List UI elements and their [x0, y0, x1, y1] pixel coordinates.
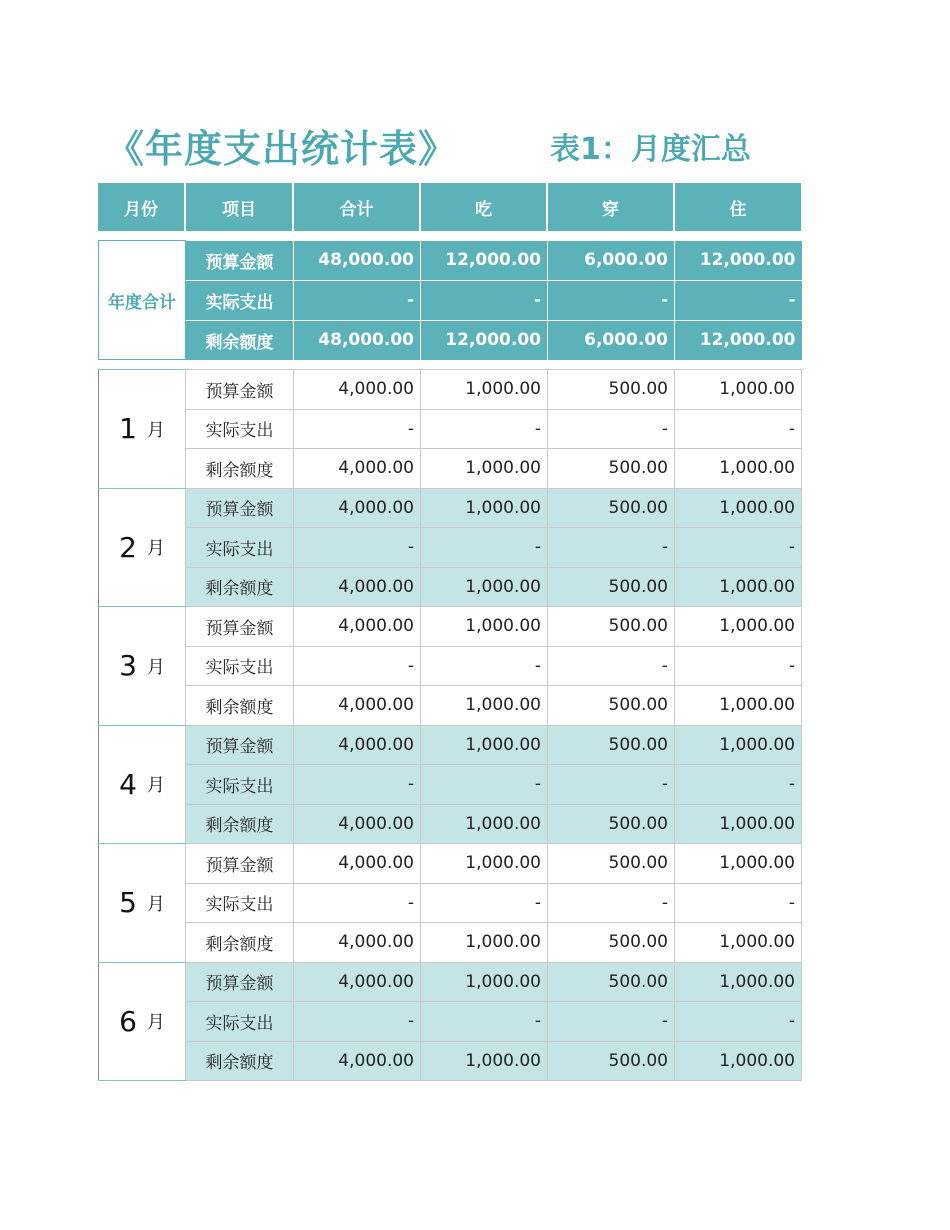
value-cell: 1,000.00 [421, 844, 548, 884]
value-cell: 1,000.00 [675, 449, 802, 489]
table-row [99, 844, 802, 884]
table-row [99, 607, 802, 647]
row-item-label: 剩余额度 [186, 567, 294, 607]
header-item: 项目 [185, 183, 293, 231]
value-cell: 500.00 [548, 923, 675, 963]
row-item-label: 预算金额 [186, 844, 294, 884]
value-cell: 500.00 [548, 1041, 675, 1081]
month-unit: 月 [146, 893, 165, 915]
value-cell: - [421, 409, 548, 449]
table-row [99, 725, 802, 765]
annual-total-table [98, 240, 802, 360]
row-item-label: 实际支出 [186, 883, 294, 923]
table-subtitle: 表1：月度汇总 [550, 132, 751, 167]
value-cell: 500.00 [548, 607, 675, 647]
value-cell: 1,000.00 [675, 804, 802, 844]
value-cell: 4,000.00 [294, 607, 421, 647]
annual-row [99, 241, 802, 281]
value-cell: 48,000.00 [294, 241, 421, 281]
value-cell: - [294, 883, 421, 923]
monthly-table [98, 369, 802, 1081]
value-cell: 500.00 [548, 488, 675, 528]
header-food: 吃 [420, 183, 547, 231]
month-cell [99, 844, 186, 963]
value-cell: 12,000.00 [675, 320, 802, 360]
value-cell: 1,000.00 [421, 449, 548, 489]
month-unit: 月 [146, 1012, 165, 1034]
month-unit: 月 [146, 656, 165, 678]
annual-row [99, 320, 802, 360]
value-cell: 4,000.00 [294, 804, 421, 844]
value-cell: 4,000.00 [294, 370, 421, 410]
value-cell: - [294, 1002, 421, 1042]
month-number: 1 [119, 412, 137, 446]
header-month: 月份 [98, 183, 185, 231]
value-cell: - [421, 883, 548, 923]
row-item-label: 实际支出 [186, 1002, 294, 1042]
value-cell: - [548, 883, 675, 923]
value-cell: - [294, 646, 421, 686]
table-row [99, 370, 802, 410]
month-cell [99, 488, 186, 607]
value-cell: - [421, 280, 548, 320]
row-item-label: 预算金额 [186, 725, 294, 765]
value-cell: - [421, 765, 548, 805]
value-cell: - [548, 280, 675, 320]
value-cell: - [548, 1002, 675, 1042]
row-item-label: 剩余额度 [186, 804, 294, 844]
value-cell: 12,000.00 [421, 320, 548, 360]
month-number: 4 [119, 767, 137, 801]
value-cell: 500.00 [548, 804, 675, 844]
value-cell: 4,000.00 [294, 844, 421, 884]
row-item-label: 预算金额 [186, 488, 294, 528]
month-number: 6 [119, 1004, 137, 1038]
month-number: 2 [119, 530, 137, 564]
value-cell: 500.00 [548, 844, 675, 884]
row-item-label: 剩余额度 [186, 320, 294, 360]
value-cell: 1,000.00 [421, 488, 548, 528]
month-number: 3 [119, 649, 137, 683]
value-cell: - [421, 646, 548, 686]
value-cell: 4,000.00 [294, 449, 421, 489]
page-title: 《年度支出统计表》 [106, 127, 458, 171]
value-cell: - [294, 528, 421, 568]
value-cell: 1,000.00 [421, 370, 548, 410]
value-cell: - [675, 646, 802, 686]
row-item-label: 剩余额度 [186, 1041, 294, 1081]
month-cell [99, 962, 186, 1081]
header-table [98, 183, 801, 231]
table-row [99, 883, 802, 923]
value-cell: 1,000.00 [421, 923, 548, 963]
month-number: 5 [119, 886, 137, 920]
value-cell: 1,000.00 [421, 686, 548, 726]
header-row [98, 183, 801, 231]
row-item-label: 实际支出 [186, 646, 294, 686]
value-cell: - [421, 1002, 548, 1042]
value-cell: - [548, 528, 675, 568]
value-cell: 12,000.00 [421, 241, 548, 281]
value-cell: - [548, 765, 675, 805]
value-cell: 1,000.00 [421, 725, 548, 765]
value-cell: 6,000.00 [548, 320, 675, 360]
value-cell: - [675, 409, 802, 449]
row-item-label: 剩余额度 [186, 686, 294, 726]
value-cell: 1,000.00 [675, 962, 802, 1002]
value-cell: 1,000.00 [421, 1041, 548, 1081]
value-cell: 1,000.00 [675, 370, 802, 410]
value-cell: 4,000.00 [294, 962, 421, 1002]
value-cell: 1,000.00 [421, 804, 548, 844]
value-cell: 12,000.00 [675, 241, 802, 281]
value-cell: 1,000.00 [675, 567, 802, 607]
table-row [99, 488, 802, 528]
row-item-label: 预算金额 [186, 370, 294, 410]
value-cell: 1,000.00 [421, 567, 548, 607]
month-unit: 月 [146, 538, 165, 560]
row-item-label: 预算金额 [186, 241, 294, 281]
month-cell [99, 607, 186, 726]
value-cell: 4,000.00 [294, 567, 421, 607]
row-item-label: 实际支出 [186, 765, 294, 805]
table-row [99, 686, 802, 726]
row-item-label: 剩余额度 [186, 449, 294, 489]
value-cell: 4,000.00 [294, 1041, 421, 1081]
month-cell [99, 725, 186, 844]
value-cell: 1,000.00 [675, 725, 802, 765]
value-cell: - [675, 280, 802, 320]
value-cell: 1,000.00 [675, 686, 802, 726]
value-cell: 1,000.00 [675, 488, 802, 528]
value-cell: - [548, 409, 675, 449]
table-row [99, 409, 802, 449]
value-cell: - [675, 765, 802, 805]
value-cell: - [675, 528, 802, 568]
row-item-label: 实际支出 [186, 280, 294, 320]
table-row [99, 1002, 802, 1042]
value-cell: - [294, 765, 421, 805]
table-row [99, 804, 802, 844]
row-item-label: 预算金额 [186, 962, 294, 1002]
value-cell: - [675, 883, 802, 923]
row-item-label: 实际支出 [186, 409, 294, 449]
annual-total-label: 年度合计 [99, 241, 186, 360]
value-cell: 500.00 [548, 686, 675, 726]
value-cell: 1,000.00 [675, 923, 802, 963]
value-cell: 500.00 [548, 962, 675, 1002]
value-cell: 1,000.00 [675, 1041, 802, 1081]
value-cell: 1,000.00 [421, 607, 548, 647]
value-cell: 4,000.00 [294, 923, 421, 963]
value-cell: 4,000.00 [294, 686, 421, 726]
table-row [99, 765, 802, 805]
value-cell: - [421, 528, 548, 568]
table-row [99, 646, 802, 686]
table-row [99, 528, 802, 568]
value-cell: 4,000.00 [294, 488, 421, 528]
table-row [99, 567, 802, 607]
value-cell: 1,000.00 [675, 607, 802, 647]
value-cell: 500.00 [548, 370, 675, 410]
header-housing: 住 [674, 183, 801, 231]
value-cell: 500.00 [548, 725, 675, 765]
table-row [99, 923, 802, 963]
header-total: 合计 [293, 183, 420, 231]
table-row [99, 962, 802, 1002]
month-unit: 月 [146, 419, 165, 441]
value-cell: - [548, 646, 675, 686]
value-cell: 48,000.00 [294, 320, 421, 360]
row-item-label: 实际支出 [186, 528, 294, 568]
value-cell: 4,000.00 [294, 725, 421, 765]
annual-row [99, 280, 802, 320]
month-unit: 月 [146, 775, 165, 797]
table-row [99, 1041, 802, 1081]
month-cell [99, 370, 186, 489]
value-cell: 6,000.00 [548, 241, 675, 281]
value-cell: 500.00 [548, 567, 675, 607]
value-cell: 500.00 [548, 449, 675, 489]
table-row [99, 449, 802, 489]
row-item-label: 剩余额度 [186, 923, 294, 963]
value-cell: - [294, 409, 421, 449]
header-clothing: 穿 [547, 183, 674, 231]
value-cell: 1,000.00 [675, 844, 802, 884]
value-cell: - [675, 1002, 802, 1042]
row-item-label: 预算金额 [186, 607, 294, 647]
value-cell: - [294, 280, 421, 320]
value-cell: 1,000.00 [421, 962, 548, 1002]
